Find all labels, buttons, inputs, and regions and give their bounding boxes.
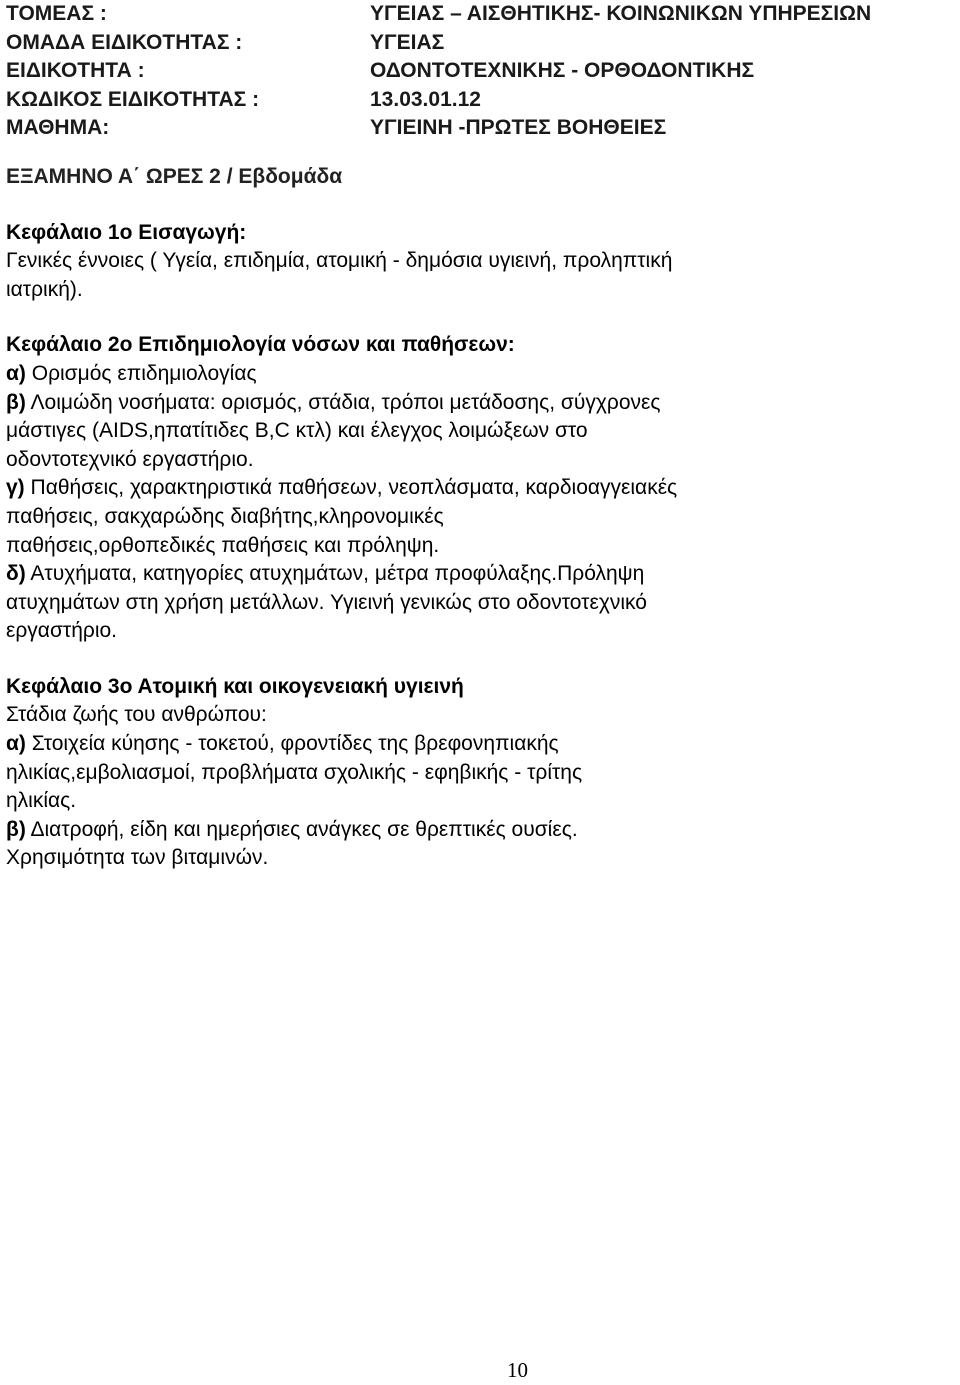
- metadata-row-sector: [6, 0, 956, 29]
- line-text: ηλικίας.: [6, 789, 77, 813]
- metadata-row-course: [6, 114, 956, 143]
- metadata-value: ΟΔΟΝΤΟΤΕΧΝΙΚΗΣ - ΟΡΘΟΔΟΝΤΙΚΗΣ: [370, 59, 755, 83]
- text-line: [6, 247, 956, 276]
- line-text: ιατρική).: [6, 277, 83, 301]
- text-line: [6, 816, 956, 845]
- text-line: [6, 532, 956, 561]
- line-text: ατυχημάτων στη χρήση μετάλλων. Υγιεινή γενικώς στο οδοντοτεχνικό: [6, 590, 647, 614]
- chapter-2: [6, 331, 956, 646]
- metadata-value: ΥΓΕΙΑΣ: [370, 30, 445, 54]
- line-text: Διατροφή, είδη και ημερήσιες ανάγκες σε θρεπτικές ουσίες.: [25, 817, 578, 841]
- chapter-title: Κεφάλαιο 3ο Ατομική και οικογενειακή υγιεινή: [6, 674, 464, 698]
- semester-hours: ΕΞΑΜΗΝΟ Α΄ ΩΡΕΣ 2 / Εβδομάδα: [6, 164, 343, 188]
- metadata-label: ΕΙΔΙΚΟΤΗΤΑ :: [6, 59, 145, 83]
- line-text: Στάδια ζωής του ανθρώπου:: [6, 703, 267, 727]
- metadata-row-specialty-code: [6, 86, 956, 115]
- metadata-value: ΥΓΙΕΙΝΗ -ΠΡΩΤΕΣ ΒΟΗΘΕΙΕΣ: [370, 116, 667, 140]
- text-line: [6, 389, 956, 418]
- text-line: [6, 759, 956, 788]
- metadata-row-specialty: [6, 57, 956, 86]
- text-line: [6, 844, 956, 873]
- chapter-title: Κεφάλαιο 1ο Εισαγωγή:: [6, 220, 247, 244]
- metadata-row-specialty-group: [6, 29, 956, 58]
- metadata-value: 13.03.01.12: [370, 87, 481, 111]
- line-text: Παθήσεις, χαρακτηριστικά παθήσεων, νεοπλάσματα, καρδιοαγγειακές: [24, 476, 678, 500]
- line-text: Ορισμός επιδημιολογίας: [25, 361, 257, 385]
- text-line: [6, 787, 956, 816]
- text-line: [6, 474, 956, 503]
- item-marker: α): [6, 732, 26, 756]
- chapter-title: Κεφάλαιο 2ο Επιδημιολογία νόσων και παθήσεων:: [6, 333, 515, 357]
- line-text: παθήσεις, σακχαρώδης διαβήτης,κληρονομικές: [6, 504, 444, 528]
- line-text: οδοντοτεχνικό εργαστήριο.: [6, 447, 254, 471]
- metadata-value: ΥΓΕΙΑΣ – ΑΙΣΘΗΤΙΚΗΣ- ΚΟΙΝΩΝΙΚΩΝ ΥΠΗΡΕΣΙΩΝ: [370, 2, 872, 25]
- text-line: [6, 503, 956, 532]
- line-text: Χρησιμότητα των βιταμινών.: [6, 846, 269, 870]
- line-text: μάστιγες (AIDS,ηπατίτιδες Β,C κτλ) και έλεγχος λοιμώξεων στο: [6, 419, 588, 443]
- line-text: Ατυχήματα, κατηγορίες ατυχημάτων, μέτρα προφύλαξης.Πρόληψη: [25, 562, 645, 586]
- text-line: [6, 730, 956, 759]
- line-text: Λοιμώδη νοσήματα: ορισμός, στάδια, τρόποι μετάδοσης, σύγχρονες: [25, 390, 661, 414]
- item-marker: δ): [6, 562, 26, 586]
- line-text: παθήσεις,ορθοπεδικές παθήσεις και πρόληψη.: [6, 533, 440, 557]
- chapter-3: [6, 673, 956, 873]
- line-text: εργαστήριο.: [6, 619, 118, 643]
- item-marker: γ): [6, 476, 25, 500]
- line-text: Γενικές έννοιες ( Υγεία, επιδημία, ατομική - δημόσια υγιεινή, προληπτική: [6, 249, 673, 273]
- metadata-label: ΟΜΑΔΑ ΕΙΔΙΚΟΤΗΤΑΣ :: [6, 30, 243, 54]
- chapter-1: [6, 219, 956, 305]
- text-line: [6, 589, 956, 618]
- item-marker: β): [6, 390, 26, 414]
- document-body: [6, 0, 956, 873]
- metadata-label: ΤΟΜΕΑΣ :: [6, 2, 107, 25]
- text-line: [6, 276, 956, 305]
- text-line: [6, 701, 956, 730]
- text-line: [6, 360, 956, 389]
- item-marker: α): [6, 361, 26, 385]
- text-line: [6, 617, 956, 646]
- text-line: [6, 560, 956, 589]
- line-text: ηλικίας,εμβολιασμοί, προβλήματα σχολικής - εφηβικής - τρίτης: [6, 760, 583, 784]
- line-text: Στοιχεία κύησης - τοκετού, φροντίδες της βρεφονηπιακής: [25, 732, 559, 756]
- metadata-label: ΚΩΔΙΚΟΣ ΕΙΔΙΚΟΤΗΤΑΣ :: [6, 87, 260, 111]
- page-number: 10: [507, 1358, 528, 1382]
- item-marker: β): [6, 817, 26, 841]
- text-line: [6, 446, 956, 475]
- metadata-label: ΜΑΘΗΜΑ:: [6, 116, 110, 140]
- text-line: [6, 417, 956, 446]
- course-metadata: [6, 0, 956, 143]
